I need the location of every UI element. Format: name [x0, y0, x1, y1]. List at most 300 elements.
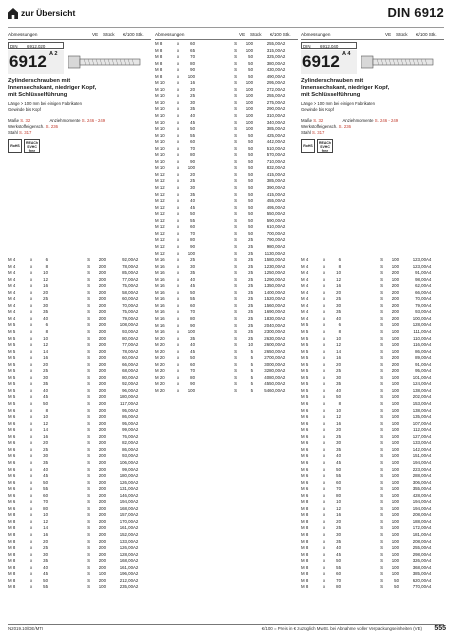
cell-quantity: 50 [248, 139, 253, 145]
cell-ve-code: S [380, 296, 383, 302]
cell-times-sign: x [323, 289, 326, 295]
cell-thread-size: M 8 [8, 545, 16, 551]
cell-times-sign: x [177, 374, 180, 380]
cell-length: 25 [43, 368, 48, 374]
cell-material: A2 [133, 420, 139, 426]
cell-times-sign: x [323, 459, 326, 465]
cell-material: A2 [133, 355, 139, 361]
cell-price: 415,00 [266, 171, 280, 177]
cell-quantity: 25 [248, 329, 253, 335]
cell-thread-size: M 8 [155, 41, 163, 46]
cell-length: 80 [190, 237, 195, 243]
cell-price: 223,00 [412, 466, 426, 472]
rohs-label: RoHS [303, 143, 313, 148]
cell-quantity: 200 [98, 257, 106, 262]
cell-material: A2 [133, 453, 139, 459]
cell-material: A2 [280, 250, 286, 256]
cell-times-sign: x [177, 270, 180, 276]
cell-quantity: 200 [98, 270, 106, 276]
cell-thread-size: M 12 [155, 217, 165, 223]
cell-times-sign: x [177, 47, 180, 53]
cell-price: 1230,00 [264, 263, 280, 269]
cell-price: 93,00 [122, 329, 133, 335]
cell-thread-size: M 12 [155, 211, 165, 217]
cell-material: A2 [280, 165, 286, 171]
cell-price: 127,00 [412, 433, 426, 439]
cell-quantity: 200 [98, 453, 106, 459]
cell-material: A2 [133, 302, 139, 308]
column-header [8, 31, 151, 40]
cell-price: 168,00 [119, 558, 133, 564]
cell-length: 20 [43, 440, 48, 446]
cell-ve-code: S [380, 486, 383, 492]
cell-thread-size: M 4 [301, 315, 309, 321]
cell-price: 1250,00 [264, 270, 280, 276]
cell-price: 123,00 [412, 257, 426, 262]
cell-quantity: 100 [391, 512, 399, 518]
cell-quantity: 200 [391, 361, 399, 367]
cell-length: 50 [43, 577, 48, 583]
cell-ve-code: S [234, 217, 237, 223]
cell-length: 35 [190, 106, 195, 112]
cell-quantity: 100 [391, 329, 399, 335]
cell-times-sign: x [177, 99, 180, 105]
cell-material: A2 [280, 374, 286, 380]
cell-times-sign: x [323, 499, 326, 505]
cell-length: 8 [45, 263, 48, 269]
cell-times-sign: x [177, 283, 180, 289]
cell-ve-code: S [87, 466, 90, 472]
cell-thread-size: M 6 [301, 420, 309, 426]
page-title: DIN 6912 [387, 5, 444, 20]
ref-steel-link[interactable]: S. 317 [312, 129, 325, 135]
cell-times-sign: x [323, 564, 326, 570]
cell-ve-code: S [380, 446, 383, 452]
cell-thread-size: M 8 [301, 525, 309, 531]
cell-thread-size: M 8 [301, 518, 309, 524]
cell-length: 25 [43, 446, 48, 452]
cell-thread-size: M 6 [8, 433, 16, 439]
cell-times-sign: x [323, 342, 326, 348]
cell-length: 35 [336, 381, 341, 387]
cell-thread-size: M 10 [155, 86, 165, 92]
cell-thread-size: M 20 [155, 368, 165, 374]
cell-length: 50 [190, 126, 195, 132]
reach-label: REACh [319, 140, 332, 145]
cell-price: 188,00 [412, 518, 426, 524]
cell-material: A2 [280, 315, 286, 321]
cell-length: 35 [336, 309, 341, 315]
cell-material: A2 [280, 243, 286, 249]
cell-quantity: 100 [245, 47, 253, 53]
cell-ve-code: S [234, 263, 237, 269]
cell-material: A4 [426, 440, 432, 446]
cell-ve-code: S [380, 440, 383, 446]
cell-times-sign: x [30, 263, 33, 269]
cell-thread-size: M 4 [301, 302, 309, 308]
cell-times-sign: x [323, 453, 326, 459]
cell-thread-size: M 5 [301, 322, 309, 328]
cell-ve-code: S [234, 73, 237, 79]
cell-price: 86,00 [122, 446, 133, 452]
cell-ve-code: S [234, 250, 237, 256]
cell-material: A2 [133, 270, 139, 276]
cell-ve-code: S [380, 551, 383, 557]
cell-thread-size: M 16 [155, 276, 165, 282]
cell-price: 490,00 [266, 73, 280, 79]
cell-times-sign: x [30, 492, 33, 498]
cell-material: A2 [133, 505, 139, 511]
cell-material: A4 [426, 473, 432, 479]
cell-thread-size: M 6 [301, 466, 309, 472]
cell-thread-size: M 6 [301, 446, 309, 452]
cell-times-sign: x [30, 577, 33, 583]
cell-thread-size: M 8 [8, 551, 16, 557]
cell-thread-size: M 4 [8, 283, 16, 289]
cell-times-sign: x [323, 407, 326, 413]
cell-thread-size: M 20 [155, 361, 165, 367]
cell-thread-size: M 8 [8, 531, 16, 537]
cell-price: 255,00 [412, 545, 426, 551]
cell-ve-code: S [87, 387, 90, 393]
cell-price: 170,00 [119, 518, 133, 524]
cell-times-sign: x [323, 335, 326, 341]
cell-material: A2 [280, 152, 286, 158]
cell-length: 90 [190, 381, 195, 387]
cell-length: 100 [187, 73, 195, 79]
cell-ve-code: S [87, 315, 90, 321]
cell-ve-code: S [380, 368, 383, 374]
ref-steel-link[interactable]: S. 317 [19, 129, 32, 135]
cell-times-sign: x [323, 361, 326, 367]
cell-ve-code: S [87, 545, 90, 551]
cell-price: 610,00 [266, 224, 280, 230]
cell-price: 99,00 [122, 427, 133, 433]
cell-length: 16 [336, 283, 341, 289]
cell-times-sign: x [30, 512, 33, 518]
cell-thread-size: M 5 [8, 348, 16, 354]
cell-thread-size: M 8 [301, 545, 309, 551]
cell-times-sign: x [177, 106, 180, 112]
cell-thread-size: M 8 [8, 518, 16, 524]
cell-length: 35 [336, 538, 341, 544]
cell-times-sign: x [30, 525, 33, 531]
cell-thread-size: M 5 [8, 381, 16, 387]
cell-material: A2 [133, 459, 139, 465]
column-header [155, 31, 298, 40]
cell-price: 153,00 [412, 401, 426, 407]
cell-quantity: 100 [391, 263, 399, 269]
cell-times-sign: x [323, 387, 326, 393]
cell-times-sign: x [323, 473, 326, 479]
cell-thread-size: M 4 [8, 296, 16, 302]
cell-length: 16 [43, 355, 48, 361]
cell-price: 325,00 [266, 54, 280, 60]
cell-thread-size: M 8 [8, 512, 16, 518]
cell-price: 77,00 [122, 342, 133, 348]
cell-material: A2 [133, 329, 139, 335]
cell-times-sign: x [177, 86, 180, 92]
cell-length: 30 [190, 263, 195, 269]
ref-material-link[interactable]: S. 236 [338, 123, 352, 129]
cell-times-sign: x [30, 446, 33, 452]
ref-torque-link[interactable]: S. 246 - 249 [81, 117, 106, 123]
cell-length: 40 [336, 545, 341, 551]
din-code-box [8, 42, 64, 49]
cell-material: A2 [280, 217, 286, 223]
cell-ve-code: S [234, 322, 237, 328]
cell-material: A2 [133, 401, 139, 407]
cell-times-sign: x [30, 427, 33, 433]
cell-length: 40 [336, 453, 341, 459]
cell-thread-size: M 16 [155, 257, 165, 263]
cell-quantity: 25 [248, 263, 253, 269]
cell-times-sign: x [30, 564, 33, 570]
ref-material-link[interactable]: S. 236 [45, 123, 59, 129]
cell-times-sign: x [177, 145, 180, 151]
cell-price: 101,00 [412, 374, 426, 380]
cell-ve-code: S [234, 119, 237, 125]
cell-times-sign: x [177, 178, 180, 184]
cell-thread-size: M 5 [8, 361, 16, 367]
cell-times-sign: x [323, 512, 326, 518]
cell-material: A2 [280, 289, 286, 295]
cell-length: 55 [336, 473, 341, 479]
cell-price: 340,00 [266, 119, 280, 125]
cell-times-sign: x [177, 126, 180, 132]
cell-material: A2 [133, 571, 139, 577]
home-icon[interactable] [8, 8, 18, 19]
cell-times-sign: x [177, 296, 180, 302]
cell-thread-size: M 8 [155, 67, 163, 73]
cell-ve-code: S [234, 60, 237, 66]
cell-thread-size: M 10 [155, 106, 165, 112]
cell-material: A4 [426, 355, 432, 361]
cell-ve-code: S [380, 505, 383, 511]
cell-thread-size: M 4 [8, 315, 16, 321]
cell-length: 55 [43, 584, 48, 590]
cell-thread-size: M 16 [155, 309, 165, 315]
cell-length: 10 [43, 414, 48, 420]
header-dimensions: Abmessungen [301, 32, 331, 37]
cell-times-sign: x [30, 335, 33, 341]
cell-ve-code: S [234, 368, 237, 374]
cell-quantity: 200 [98, 309, 106, 315]
cell-thread-size: M 5 [301, 387, 309, 393]
cell-price: 194,00 [119, 499, 133, 505]
cell-thread-size: M 4 [8, 276, 16, 282]
cell-material: A2 [133, 577, 139, 583]
cell-price: 272,00 [266, 86, 280, 92]
cell-thread-size: M 4 [8, 270, 16, 276]
cell-price: 126,00 [119, 479, 133, 485]
cell-ve-code: S [234, 315, 237, 321]
cell-price: 590,00 [266, 217, 280, 223]
cell-ve-code: S [380, 545, 383, 551]
cell-length: 25 [43, 296, 48, 302]
ref-torque-link[interactable]: S. 246 - 249 [374, 117, 399, 123]
cell-material: A2 [133, 433, 139, 439]
cell-quantity: 25 [248, 302, 253, 308]
cell-ve-code: S [87, 414, 90, 420]
cell-ve-code: S [380, 433, 383, 439]
cell-ve-code: S [87, 335, 90, 341]
cell-price: 194,00 [412, 505, 426, 511]
cell-material: A2 [280, 361, 286, 367]
cell-price: 385,00 [412, 571, 426, 577]
cell-quantity: 100 [391, 558, 399, 564]
cell-quantity: 50 [394, 577, 399, 583]
cell-material: A2 [280, 368, 286, 374]
cell-times-sign: x [30, 518, 33, 524]
cell-price: 106,00 [119, 459, 133, 465]
cell-times-sign: x [177, 263, 180, 269]
cell-ve-code: S [234, 145, 237, 151]
cell-thread-size: M 4 [8, 309, 16, 315]
cell-length: 8 [338, 329, 341, 335]
cell-price: 315,00 [266, 47, 280, 53]
cell-quantity: 100 [391, 374, 399, 380]
cell-length: 20 [336, 289, 341, 295]
cell-quantity: 50 [248, 132, 253, 138]
cell-length: 40 [190, 198, 195, 204]
product-description-line2: Innensechskant, niedriger Kopf, [301, 84, 390, 91]
cell-price: 455,00 [266, 198, 280, 204]
cell-thread-size: M 20 [155, 355, 165, 361]
cell-quantity: 100 [391, 440, 399, 446]
cell-length: 14 [336, 348, 341, 354]
cell-thread-size: M 12 [155, 243, 165, 249]
cell-length: 60 [43, 492, 48, 498]
cell-material: A4 [426, 571, 432, 577]
cell-quantity: 25 [248, 257, 253, 263]
cell-material: A2 [280, 381, 286, 387]
back-to-overview-link[interactable]: zur Übersicht [21, 8, 76, 18]
cell-length: 90 [190, 243, 195, 249]
top-bar [8, 5, 446, 27]
cell-length: 30 [43, 302, 48, 308]
cell-price: 93,00 [122, 453, 133, 459]
cell-ve-code: S [87, 309, 90, 315]
cell-price: 112,00 [413, 427, 426, 433]
cell-ve-code: S [234, 191, 237, 197]
cell-times-sign: x [323, 348, 326, 354]
cell-quantity: 50 [248, 204, 253, 210]
cell-price: 92,00 [122, 257, 133, 262]
cell-length: 50 [43, 479, 48, 485]
cell-times-sign: x [177, 152, 180, 158]
cell-quantity: 200 [98, 525, 106, 531]
cell-ve-code: S [87, 446, 90, 452]
cell-thread-size: M 6 [8, 440, 16, 446]
cell-thread-size: M 4 [301, 296, 309, 302]
cell-ve-code: S [87, 289, 90, 295]
cell-material: A4 [426, 270, 432, 276]
cell-times-sign: x [177, 80, 180, 86]
cell-price: 2650,00 [264, 348, 280, 354]
rohs-badge [301, 139, 315, 153]
cell-length: 30 [336, 531, 341, 537]
column-right [301, 31, 444, 591]
cell-thread-size: M 8 [8, 538, 16, 544]
cell-quantity: 25 [248, 250, 253, 256]
compliance-badges [301, 139, 444, 153]
price-table-col2 [155, 41, 292, 395]
cell-quantity: 200 [391, 368, 399, 374]
cell-material: A2 [280, 342, 286, 348]
cell-length: 16 [43, 283, 48, 289]
cell-thread-size: M 20 [155, 342, 165, 348]
cell-thread-size: M 8 [301, 564, 309, 570]
cell-price: 710,00 [266, 158, 280, 164]
cell-thread-size: M 4 [301, 283, 309, 289]
cell-ve-code: S [87, 479, 90, 485]
cell-quantity: 200 [98, 420, 106, 426]
cell-times-sign: x [323, 257, 326, 262]
cell-thread-size: M 8 [301, 499, 309, 505]
cell-material: A4 [426, 296, 432, 302]
cell-times-sign: x [323, 263, 326, 269]
cell-ve-code: S [380, 329, 383, 335]
cell-ve-code: S [87, 394, 90, 400]
cell-times-sign: x [30, 401, 33, 407]
cell-thread-size: M 8 [155, 47, 163, 53]
cell-thread-size: M 10 [155, 132, 165, 138]
cell-times-sign: x [177, 257, 180, 263]
cell-length: 100 [187, 165, 195, 171]
cell-price: 168,00 [119, 505, 133, 511]
cell-times-sign: x [177, 361, 180, 367]
cell-thread-size: M 12 [155, 204, 165, 210]
cell-length: 70 [190, 54, 195, 60]
cell-length: 45 [43, 473, 48, 479]
cell-times-sign: x [30, 420, 33, 426]
cell-quantity: 200 [98, 577, 106, 583]
cell-price: 2600,00 [264, 342, 280, 348]
cell-price: 3000,00 [264, 361, 280, 367]
cell-price: 2300,00 [264, 329, 280, 335]
cell-length: 12 [43, 420, 48, 426]
cell-quantity: 50 [248, 185, 253, 191]
ref-material-label: Werkstoffeigensch. [301, 123, 338, 129]
cell-length: 60 [190, 361, 195, 367]
cell-length: 50 [336, 466, 341, 472]
cell-price: 196,00 [119, 571, 133, 577]
cell-material: A4 [426, 348, 432, 354]
cell-quantity: 200 [98, 335, 106, 341]
cell-quantity: 5 [250, 381, 253, 387]
cell-length: 30 [43, 374, 48, 380]
cell-quantity: 100 [391, 381, 399, 387]
cell-thread-size: M 16 [155, 283, 165, 289]
cell-material: A2 [280, 119, 286, 125]
cell-price: 290,00 [266, 106, 280, 112]
cell-price: 550,00 [266, 211, 280, 217]
cell-quantity: 200 [98, 322, 106, 328]
cell-quantity: 100 [391, 479, 399, 485]
cell-length: 40 [190, 113, 195, 119]
cell-price: 75,00 [122, 283, 133, 289]
ref-dimensions-link[interactable]: S. 32 [313, 117, 324, 123]
ref-dimensions-link[interactable]: S. 32 [20, 117, 31, 123]
cell-quantity: 50 [248, 60, 253, 66]
cell-ve-code: S [87, 453, 90, 459]
cell-quantity: 200 [98, 473, 106, 479]
cell-thread-size: M 6 [301, 440, 309, 446]
cell-times-sign: x [177, 309, 180, 315]
cell-times-sign: x [177, 381, 180, 387]
cell-price: 124,00 [412, 381, 426, 387]
